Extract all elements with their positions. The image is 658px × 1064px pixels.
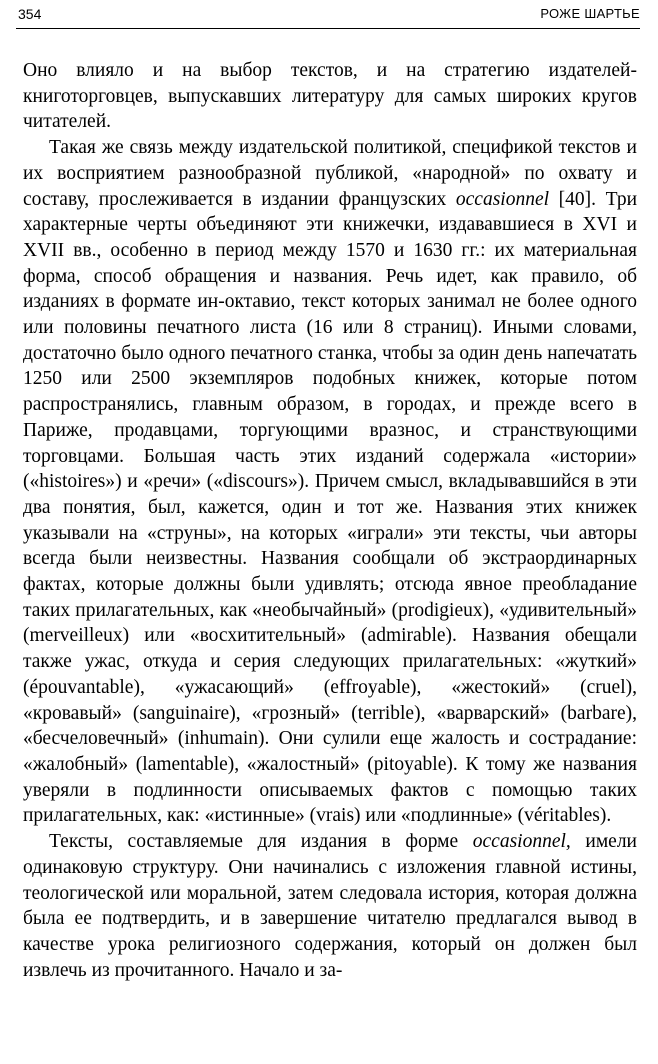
paragraph-2-italic-term: occasionnel [455, 188, 550, 210]
running-head: РОЖЕ ШАРТЬЕ [540, 6, 640, 21]
body-text [23, 58, 637, 983]
paragraph-2-text-a: Такая же связь между издательской политикой, спецификой текстов и их восприятием разнообразной публикой, «народной» по охвату и составу, прослеживается в издании французских [23, 137, 637, 210]
paragraph-3-text-a: Тексты, составляемые для издания в форме [49, 831, 473, 853]
paragraph-1 [23, 58, 637, 135]
page-header [16, 6, 640, 29]
page-number: 354 [18, 6, 42, 22]
paragraph-2-text-b: [40]. Три характерные черты объединяют эти книжечки, издававшиеся в XVI и XVII вв., особенно в период между 1570 и 1630 гг.: их материальная форма, способ обращения и названия. Речь идет, как правило, об изданиях в формате ин-октавио, текст которых занимал не более одного или половины печатного листа (16 или 8 страниц). Иными словами, достаточно было одного печатного станка, чтобы за один день напечатать 1250 или 2500 экземпляров подобных книжек, которые потом распространялись, главным образом, в городах, и прежде всего в Париже, продавцами, торгующими вразнос, и странствующими торговцами. Большая часть этих изданий содержала «истории» («histoires») и «речи» («discours»). Причем смысл, вкладывавшийся в эти два понятия, был, кажется, один и тот же. Названия этих книжек указывали на «струны», на которых «играли» эти тексты, чьи авторы всегда были неизвестны. Названия сообщали об экстраординарных фактах, которые должны были удивлять; отсюда явное преобладание таких прилагательных, как «необычайный» (prodigieux), «удивительный» (merveilleux) или «восхитительный» (admirable). Названия обещали также ужас, откуда и серия следующих прилагательных: «жуткий» (épouvantable), «ужасающий» (effroyable), «жестокий» (cruel), «кровавый» (sanguinaire), «грозный» (terrible), «варварский» (barbare), «бесчеловечный» (inhumain). Они сулили еще жалость и сострадание: «жалобный» (lamentable), «жалостный» (pitoyable). К тому же названия уверяли в подлинности описываемых фактов с помощью таких прилагательных, как: «истинные» (vrais) или «подлинные» (véritables). [23, 188, 638, 827]
paragraph-3 [23, 829, 637, 983]
paragraph-3-italic-term: occasionnel, [472, 831, 571, 853]
paragraph-1-text: Оно влияло и на выбор текстов, и на стратегию издателей-книготорговцев, выпускавших литературу для самых широких кругов читателей. [23, 60, 637, 133]
paragraph-3-text-b: имели одинаковую структуру. Они начинались с изложения главной истины, теологической или моральной, затем следовала история, которая должна была ее подтвердить, и в завершение читателю предлагался вывод в качестве урока религиозного содержания, который он должен был извлечь из прочитанного. Начало и за- [23, 831, 637, 981]
paragraph-2 [23, 135, 637, 829]
